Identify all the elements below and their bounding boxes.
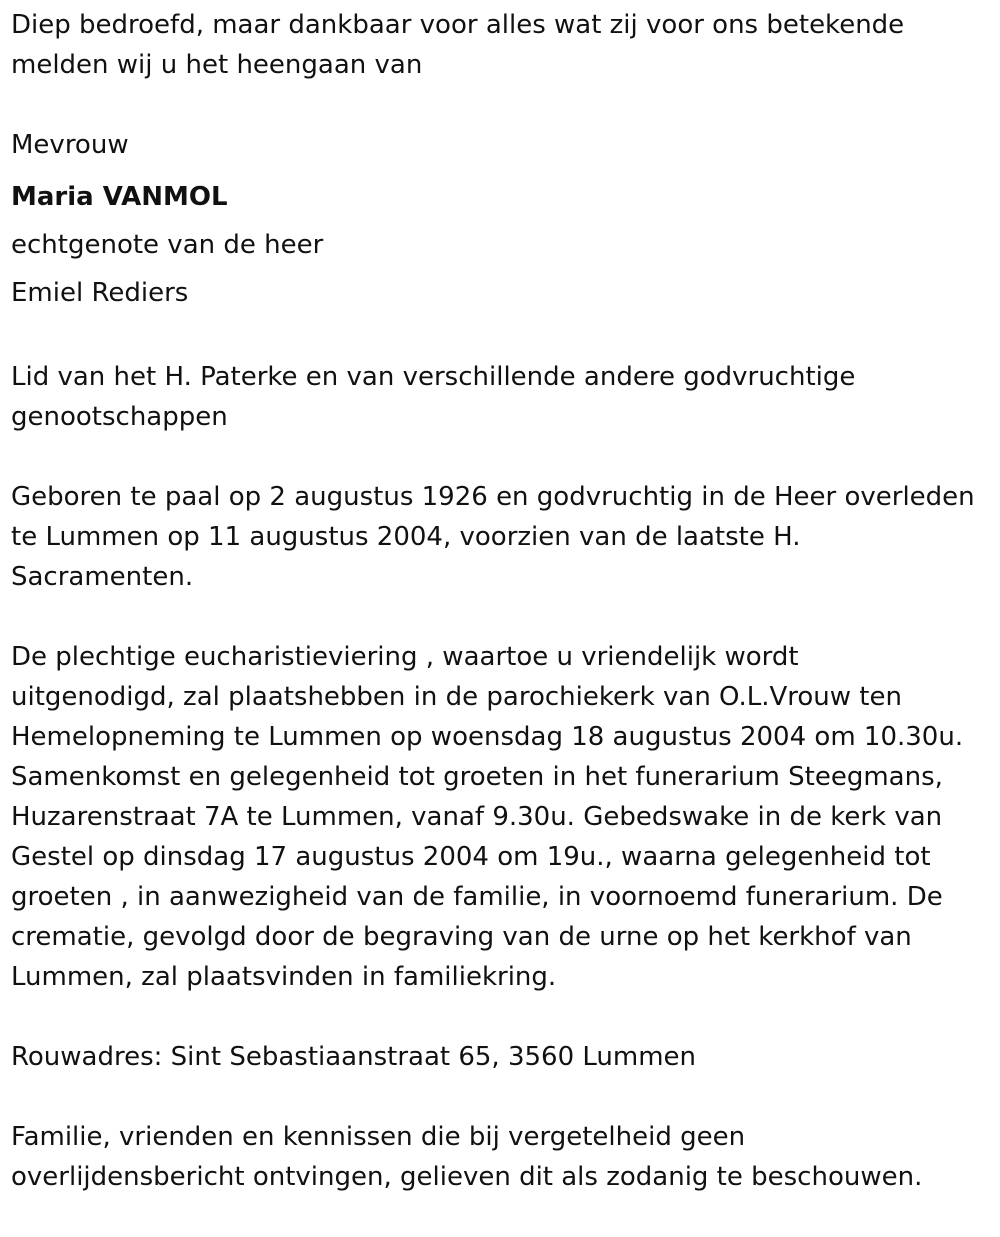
membership-line: Lid van het H. Paterke en van verschillende andere godvruchtige	[11, 362, 856, 392]
birth-death-line: Geboren te paal op 2 augustus 1926 en godvruchtig in de Heer overleden	[11, 482, 975, 512]
ceremony-line: Lummen, zal plaatsvinden in familiekring.	[11, 962, 557, 992]
ceremony-line: crematie, gevolgd door de begraving van de urne op het kerkhof van	[11, 922, 912, 952]
closing-line: Familie, vrienden en kennissen die bij vergetelheid geen	[11, 1122, 746, 1152]
deceased-relation: echtgenote van de heer	[11, 230, 324, 260]
membership-paragraph	[11, 357, 996, 437]
ceremony-line: Samenkomst en gelegenheid tot groeten in het funerarium Steegmans,	[11, 762, 943, 792]
mourning-address: Rouwadres: Sint Sebastiaanstraat 65, 3560 Lummen	[11, 1042, 697, 1072]
ceremony-paragraph	[11, 637, 996, 997]
membership-line: genootschappen	[11, 402, 228, 432]
spouse-name: Emiel Rediers	[11, 278, 189, 308]
ceremony-line: Huzarenstraat 7A te Lummen, vanaf 9.30u. Gebedswake in de kerk van	[11, 802, 943, 832]
ceremony-line: Gestel op dinsdag 17 augustus 2004 om 19u., waarna gelegenheid tot	[11, 842, 931, 872]
address-paragraph	[11, 1037, 996, 1077]
birth-death-line: te Lummen op 11 augustus 2004, voorzien van de laatste H.	[11, 522, 801, 552]
closing-paragraph	[11, 1117, 996, 1197]
ceremony-line: uitgenodigd, zal plaatshebben in de parochiekerk van O.L.Vrouw ten	[11, 682, 902, 712]
intro-line: Diep bedroefd, maar dankbaar voor alles wat zij voor ons betekende	[11, 10, 905, 40]
deceased-title: Mevrouw	[11, 130, 129, 160]
closing-line: overlijdensbericht ontvingen, gelieven dit als zodanig te beschouwen.	[11, 1162, 923, 1192]
deceased-block	[11, 125, 996, 317]
ceremony-line: groeten , in aanwezigheid van de familie, in voornoemd funerarium. De	[11, 882, 943, 912]
birth-death-line: Sacramenten.	[11, 562, 194, 592]
birth-death-paragraph	[11, 477, 996, 597]
intro-line: melden wij u het heengaan van	[11, 50, 423, 80]
ceremony-line: De plechtige eucharistieviering , waartoe u vriendelijk wordt	[11, 642, 799, 672]
deceased-name: Maria VANMOL	[11, 182, 228, 212]
intro-paragraph	[11, 5, 996, 85]
ceremony-line: Hemelopneming te Lummen op woensdag 18 augustus 2004 om 10.30u.	[11, 722, 964, 752]
obituary-document	[11, 5, 996, 1237]
